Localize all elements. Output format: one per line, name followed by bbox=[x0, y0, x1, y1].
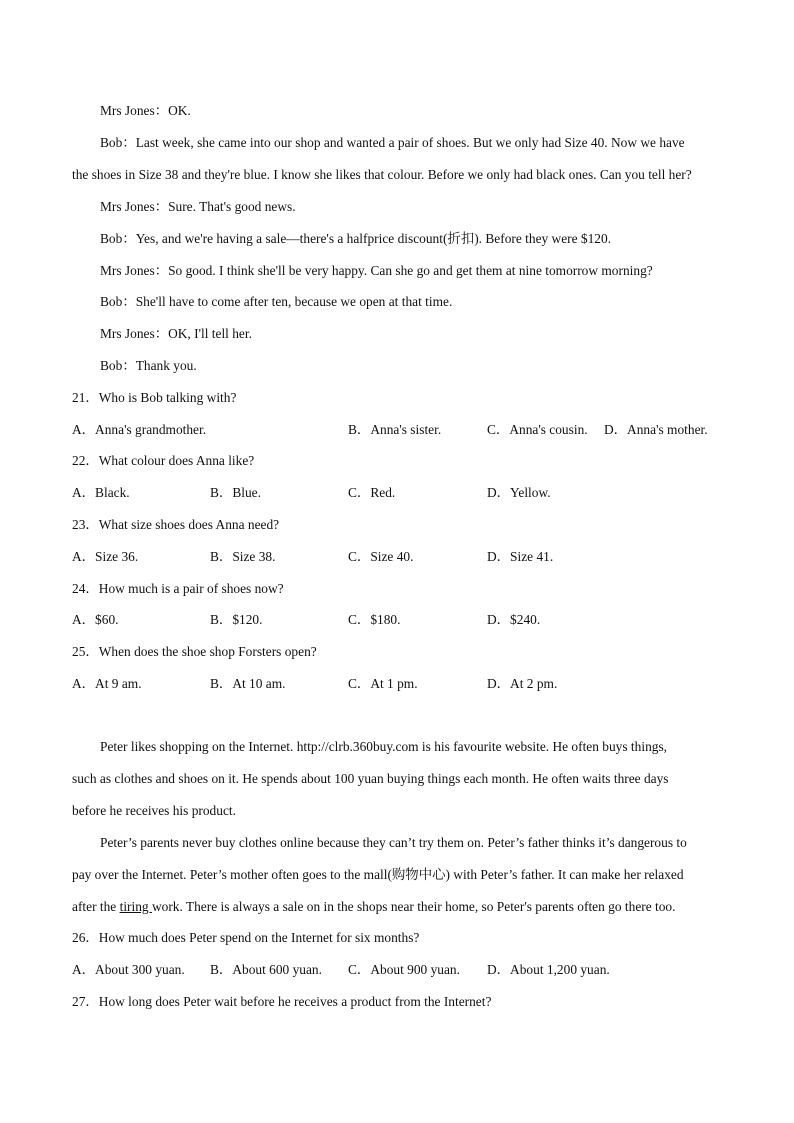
option-a[interactable]: A．Anna's grandmother. bbox=[72, 422, 207, 437]
question-25: 25．When does the shoe shop Forsters open? bbox=[72, 644, 317, 659]
option-c[interactable]: C．About 900 yuan. bbox=[348, 962, 460, 977]
passage-line: Peter likes shopping on the Internet. http://clrb.360buy.com is his favourite website. He often buys things, bbox=[100, 739, 668, 754]
option-d[interactable]: D．About 1,200 yuan. bbox=[487, 962, 610, 977]
option-a[interactable]: A．About 300 yuan. bbox=[72, 962, 185, 977]
dialogue-line: Mrs Jones：OK. bbox=[100, 103, 191, 118]
option-a[interactable]: A．Size 36. bbox=[72, 549, 139, 564]
option-a[interactable]: A．Black. bbox=[72, 485, 130, 500]
option-d[interactable]: D．At 2 pm. bbox=[487, 676, 558, 691]
passage-line: before he receives his product. bbox=[72, 803, 236, 818]
option-b[interactable]: B．Anna's sister. bbox=[348, 422, 442, 437]
option-a[interactable]: A．$60. bbox=[72, 612, 119, 627]
question-26: 26．How much does Peter spend on the Internet for six months? bbox=[72, 930, 420, 945]
dialogue-continuation: the shoes in Size 38 and they're blue. I know she likes that colour. Before we only had black ones. Can you tell her? bbox=[72, 167, 692, 182]
dialogue-line: Bob：Last week, she came into our shop and wanted a pair of shoes. But we only had Size 40. Now we have bbox=[100, 135, 685, 150]
option-d[interactable]: D．Size 41. bbox=[487, 549, 554, 564]
dialogue-line: Bob：She'll have to come after ten, because we open at that time. bbox=[100, 294, 453, 309]
option-b[interactable]: B．Size 38. bbox=[210, 549, 276, 564]
option-a[interactable]: A．At 9 am. bbox=[72, 676, 142, 691]
passage-line: Peter’s parents never buy clothes online because they can’t try them on. Peter’s father thinks it’s dangerous to bbox=[100, 835, 687, 850]
underlined-word: tiring bbox=[119, 899, 152, 914]
passage-line: pay over the Internet. Peter’s mother often goes to the mall(购物中心) with Peter’s father. It can make her relaxed bbox=[72, 867, 684, 882]
dialogue-line: Mrs Jones：OK, I'll tell her. bbox=[100, 326, 252, 341]
question-22: 22．What colour does Anna like? bbox=[72, 453, 255, 468]
option-b[interactable]: B．About 600 yuan. bbox=[210, 962, 322, 977]
option-b[interactable]: B．$120. bbox=[210, 612, 263, 627]
option-d[interactable]: D．$240. bbox=[487, 612, 541, 627]
passage-line: such as clothes and shoes on it. He spends about 100 yuan buying things each month. He often waits three days bbox=[72, 771, 669, 786]
question-24: 24．How much is a pair of shoes now? bbox=[72, 581, 284, 596]
option-c[interactable]: C．At 1 pm. bbox=[348, 676, 418, 691]
option-d[interactable]: D．Anna's mother. bbox=[604, 422, 708, 437]
option-b[interactable]: B．At 10 am. bbox=[210, 676, 286, 691]
option-b[interactable]: B．Blue. bbox=[210, 485, 261, 500]
dialogue-line: Mrs Jones：So good. I think she'll be very happy. Can she go and get them at nine tomorrow morning? bbox=[100, 263, 653, 278]
dialogue-line: Mrs Jones：Sure. That's good news. bbox=[100, 199, 296, 214]
question-23: 23．What size shoes does Anna need? bbox=[72, 517, 280, 532]
option-c[interactable]: C．Red. bbox=[348, 485, 396, 500]
dialogue-line: Bob：Thank you. bbox=[100, 358, 197, 373]
question-21: 21．Who is Bob talking with? bbox=[72, 390, 237, 405]
option-c[interactable]: C．Anna's cousin. bbox=[487, 422, 588, 437]
dialogue-line: Bob：Yes, and we're having a sale—there's a halfprice discount(折扣). Before they were $120. bbox=[100, 231, 612, 246]
option-c[interactable]: C．Size 40. bbox=[348, 549, 414, 564]
option-c[interactable]: C．$180. bbox=[348, 612, 401, 627]
question-27: 27．How long does Peter wait before he receives a product from the Internet? bbox=[72, 994, 492, 1009]
option-d[interactable]: D．Yellow. bbox=[487, 485, 551, 500]
passage-line: after the tiring work. There is always a sale on in the shops near their home, so Peter's parents often go there too. bbox=[72, 899, 676, 914]
